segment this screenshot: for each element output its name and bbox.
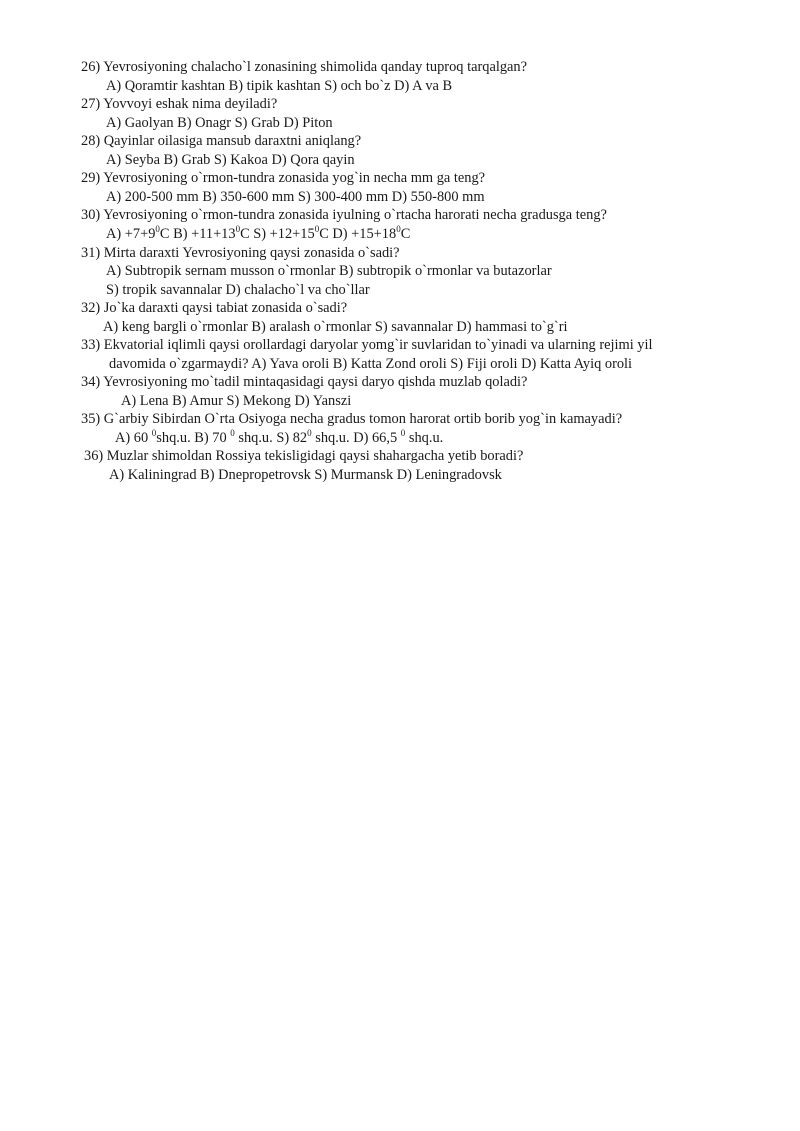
- degree-mark: 0: [314, 224, 320, 234]
- question-33-continued: davomida o`zgarmaydi? A) Yava oroli B) Katta Zond oroli S) Fiji oroli D) Katta Ayiq oroli: [109, 356, 633, 372]
- question-32: 32) Jo`ka daraxti qaysi tabiat zonasida o`sadi?: [81, 300, 348, 316]
- question-34: 34) Yevrosiyoning mo`tadil mintaqasidagi qaysi daryo qishda muzlab qoladi?: [81, 374, 528, 390]
- options-27: A) Gaolyan B) Onagr S) Grab D) Piton: [106, 115, 333, 131]
- degree-mark: 0: [155, 224, 160, 234]
- question-36: 36) Muzlar shimoldan Rossiya tekisligidagi qaysi shahargacha yetib boradi?: [84, 448, 524, 464]
- degree-mark: 0: [396, 224, 401, 234]
- degree-mark: 0: [230, 428, 235, 438]
- degree-mark: 0: [235, 224, 241, 234]
- options-30: $A) +7+9^0C$ $B) +11+13^0C$ $S) +12+15^0C$ $D) +15+18^0C$: [106, 224, 411, 242]
- question-29: 29) Yevrosiyoning o`rmon-tundra zonasida yog`in necha mm ga teng?: [81, 170, 486, 186]
- options-29: A) 200-500 mm B) 350-600 mm S) 300-400 mm D) 550-800 mm: [106, 189, 485, 205]
- question-35: 35) G`arbiy Sibirdan O`rta Osiyoga necha gradus tomon harorat ortib borib yog`in kamayadi?: [81, 411, 623, 427]
- options-31-line2: S) tropik savannalar D) chalacho`l va cho`llar: [106, 282, 370, 298]
- options-35: A) 60 $^0$shq.u. B) 70 $^0$ shq.u. S) $82^0$ shq.u. D) 66,5 $^0$ shq.u.: [115, 428, 444, 446]
- question-27: 27) Yovvoyi eshak nima deyiladi?: [81, 96, 278, 112]
- question-30: 30) Yevrosiyoning o`rmon-tundra zonasida iyulning o`rtacha harorati necha gradusga teng?: [81, 207, 607, 223]
- options-32: A) keng bargli o`rmonlar B) aralash o`rmonlar S) savannalar D) hammasi to`g`ri: [103, 319, 568, 335]
- question-31: 31) Mirta daraxti Yevrosiyoning qaysi zonasida o`sadi?: [81, 245, 400, 261]
- question-33: 33) Ekvatorial iqlimli qaysi orollardagi daryolar yomg`ir suvlaridan to`yinadi va ularning rejimi yil: [81, 337, 653, 353]
- degree-mark: 0: [307, 428, 312, 438]
- degree-mark: 0: [151, 428, 157, 438]
- options-26: A) Qoramtir kashtan B) tipik kashtan S) och bo`z D) A va B: [106, 78, 453, 94]
- degree-mark: 0: [400, 428, 406, 438]
- options-34: A) Lena B) Amur S) Mekong D) Yanszi: [121, 393, 352, 409]
- options-31-line1: A) Subtropik sernam musson o`rmonlar B) subtropik o`rmonlar va butazorlar: [106, 263, 552, 279]
- options-28: A) Seyba B) Grab S) Kakoa D) Qora qayin: [106, 152, 355, 168]
- question-28: 28) Qayinlar oilasiga mansub daraxtni aniqlang?: [81, 133, 362, 149]
- options-36: A) Kaliningrad B) Dnepropetrovsk S) Murmansk D) Leningradovsk: [109, 467, 502, 483]
- question-26: 26) Yevrosiyoning chalacho`l zonasining shimolida qanday tuproq tarqalgan?: [81, 59, 528, 75]
